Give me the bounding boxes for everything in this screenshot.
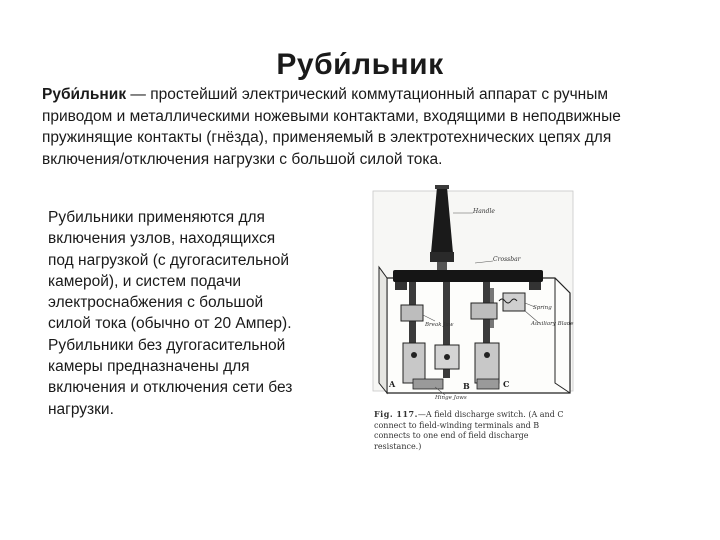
label-spring: Spring bbox=[533, 305, 552, 311]
label-handle: Handle bbox=[473, 208, 495, 215]
label-b: B bbox=[463, 381, 470, 391]
figure-caption-text: —A field discharge switch. (A and C connect to field-winding terminals and B connects to one end of field discharge resistance.) bbox=[374, 410, 564, 451]
usage-paragraph: Рубильники применяются для включения узлов, находящихся под нагрузкой (с дугогасительной камерой), и систем подачи электроснабжения с большой силой тока (обычно от 20 Ампер). Рубильники без дугогасительной камеры предназначены для включения и отключения сети без нагрузки. bbox=[48, 209, 293, 418]
definition-term: Руби́льник bbox=[42, 86, 127, 103]
label-a: A bbox=[389, 379, 396, 389]
label-hinge-jaws: Hinge Jaws bbox=[435, 395, 467, 401]
label-break-jaw: Break Jaw bbox=[425, 322, 454, 328]
label-c: C bbox=[503, 379, 510, 389]
definition-paragraph bbox=[42, 84, 672, 170]
figure-caption bbox=[374, 409, 574, 452]
figure-number: Fig. 117. bbox=[374, 409, 418, 419]
label-auxiliary-blade: Auxiliary Blade bbox=[531, 321, 574, 327]
label-crossbar: Crossbar bbox=[493, 256, 521, 263]
definition-text: — простейший электрический коммутационный аппарат с ручным приводом и металлическими ножевыми контактами, входящими в неподвижные пружинящие контакты (гнёзда), применяемый в электротехнических цепях для включения/отключения нагрузки с большой силой тока. bbox=[42, 86, 621, 168]
slide-title: Руби́льник bbox=[276, 48, 444, 81]
